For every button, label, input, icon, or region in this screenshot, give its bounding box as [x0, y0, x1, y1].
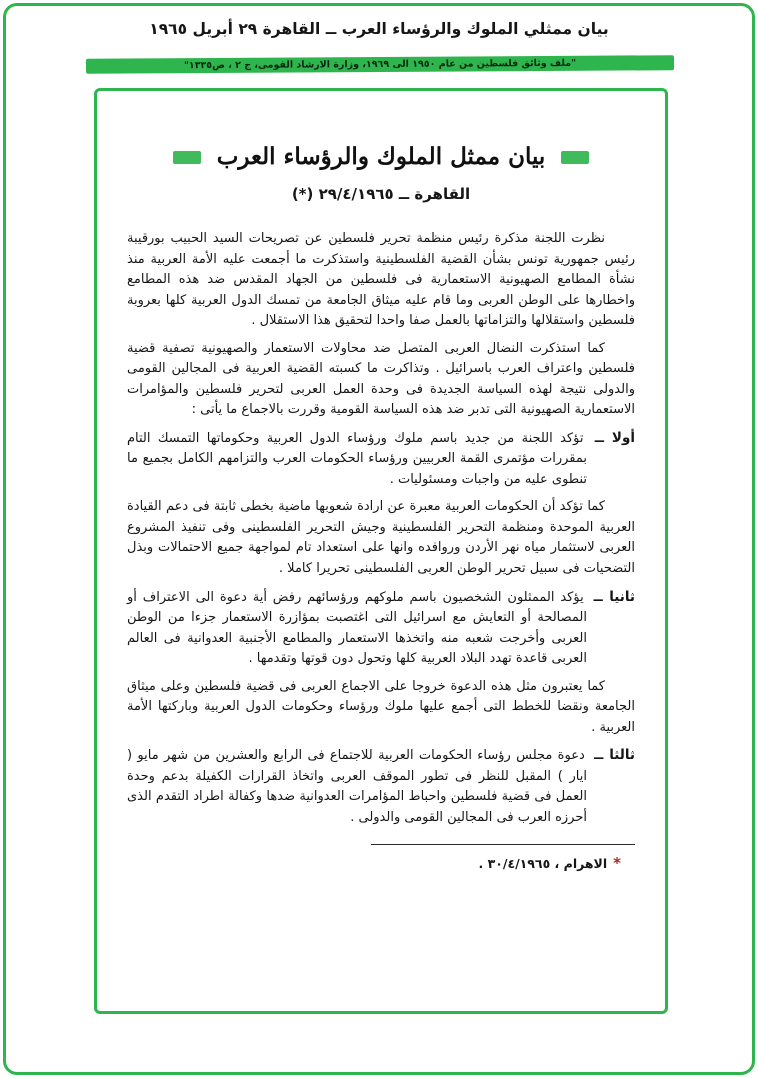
paragraph-text: نظرت اللجنة مذكرة رئيس منظمة تحرير فلسطين عن تصريحات السيد الحبيب بورقيبة رئيس جمهورية تونس بشأن القضية الفلسطينية واستذكرت ما أجمعت عليه الأمة العربية منذ نشأة المطامع الصهيونية الاستعمارية فى فلسطين من الجهاد المقدس ضد هذه المطامع واخطارها على الوطن العربى وما قام عليه ميثاق الجامعة من تمسك الدول العربية كلها بعروبة فلسطين واستقلالها والتزاماتها بالعمل صفا واحدا لتحقيق هذا الاستقلال . [127, 231, 635, 329]
source-reference-bar: "ملف وثائق فلسطين من عام ١٩٥٠ الى ١٩٦٩، وزارة الارشاد القومى، ج ٢ ، ص١٣٣٥" [86, 55, 674, 74]
highlight-mark-right [561, 151, 589, 164]
section-label-third: ثالثا ــ [594, 747, 635, 764]
paragraph-section-first [127, 428, 635, 491]
footnote [127, 852, 635, 876]
paragraph-text: كما يعتبرون مثل هذه الدعوة خروجا على الاجماع العربى فى قضية فلسطين وعلى ميثاق الجامعة ونقضا للخطط التى أجمع عليها ملوك ورؤساء وحكومات الدول العربية وباركتها الأمة العربية . [127, 678, 635, 735]
document-title: بيان ممثل الملوك والرؤساء العرب [216, 143, 546, 170]
paragraph-text: دعوة مجلس رؤساء الحكومات العربية للاجتماع فى الرابع والعشرين من شهر مايو ( ايار ) المقبل للنظر فى تطور الموقف العربى واتخاذ القرارات الكفيلة بدعم وحدة العمل فى قضية فلسطين واحباط المؤامرات العدوانية ضدها وكفالة اطراد التقدم الذى أحرزه العرب فى المجالين القومى والدولى . [127, 748, 587, 825]
section-label-first: أولا ــ [594, 429, 636, 446]
footnote-asterisk: * [613, 854, 621, 873]
document-subtitle: القاهرة ــ ٢٩/٤/١٩٦٥ (*) [291, 185, 471, 204]
paragraph-intro-2 [127, 339, 635, 421]
paragraph-section-third [127, 745, 635, 828]
page-title: بيان ممثلي الملوك والرؤساء العرب ــ القاهرة ٢٩ أبريل ١٩٦٥ [149, 20, 609, 38]
paragraph-section-second [127, 587, 635, 670]
document-box [94, 88, 668, 1014]
footnote-divider [371, 844, 635, 845]
paragraph-intro-1 [127, 229, 635, 332]
paragraph-text: كما تؤكد أن الحكومات العربية معبرة عن ارادة شعوبها ماضية بخطى ثابتة فى دعم القيادة العربية الموحدة ومنظمة التحرير الفلسطينية وجيش التحرير الفلسطينى وفى تنفيذ المشروع العربى لاستثمار مياه نهر الأردن وروافده وانها على استعداد تام لمواجهة جميع الاحتمالات وبذل التضحيات فى سبيل تحرير الوطن العربى الفلسطينى تحريرا كاملا . [127, 499, 635, 576]
document-title-row [127, 139, 635, 175]
paragraph-text: كما استذكرت النضال العربى المتصل ضد محاولات الاستعمار والصهيونية تصفية قضية فلسطين واعتراف العرب باسرائيل . وتذاكرت ما كسبته القضية العربية فى المجالين القومى والدولى نتيجة لهذه السياسة الجديدة فى وحدة العمل العربى لتحرير فلسطين والمؤامرات الاستعمارية الصهيونية التى تدبر ضد هذه السياسة القومية وقررت بالاجماع ما يأتى : [127, 340, 635, 418]
section-label-second: ثانيا ــ [593, 588, 635, 605]
highlight-mark-left [173, 151, 201, 164]
footnote-text: الاهرام ، ٣٠/٤/١٩٦٥ . [478, 856, 608, 872]
paragraph-text: تؤكد اللجنة من جديد باسم ملوك ورؤساء الدول العربية وحكوماتها التمسك التام بمقررات مؤتمرى القمة العربيين ورؤساء الحكومات العرب والتزامهم الكامل بجميع ما تنطوى عليه من واجبات ومسئوليات . [127, 430, 587, 487]
paragraph-section-second-cont [127, 677, 635, 739]
paragraph-text: يؤكد الممثلون الشخصيون باسم ملوكهم ورؤسائهم رفض أية دعوة الى الاعتراف أو المصالحة أو التعايش مع اسرائيل التى اغتصبت بمؤازرة الاستعمار جزءا من الوطن العربى وأخرجت شعبه منه واتخذها الاستعمار والمطامع الأجنبية العدوانية فى العالم العربى قاعدة تهدد البلاد العربية كلها وتحول دون قوتها وتقدمها . [127, 589, 587, 667]
paragraph-section-first-cont [127, 497, 635, 579]
